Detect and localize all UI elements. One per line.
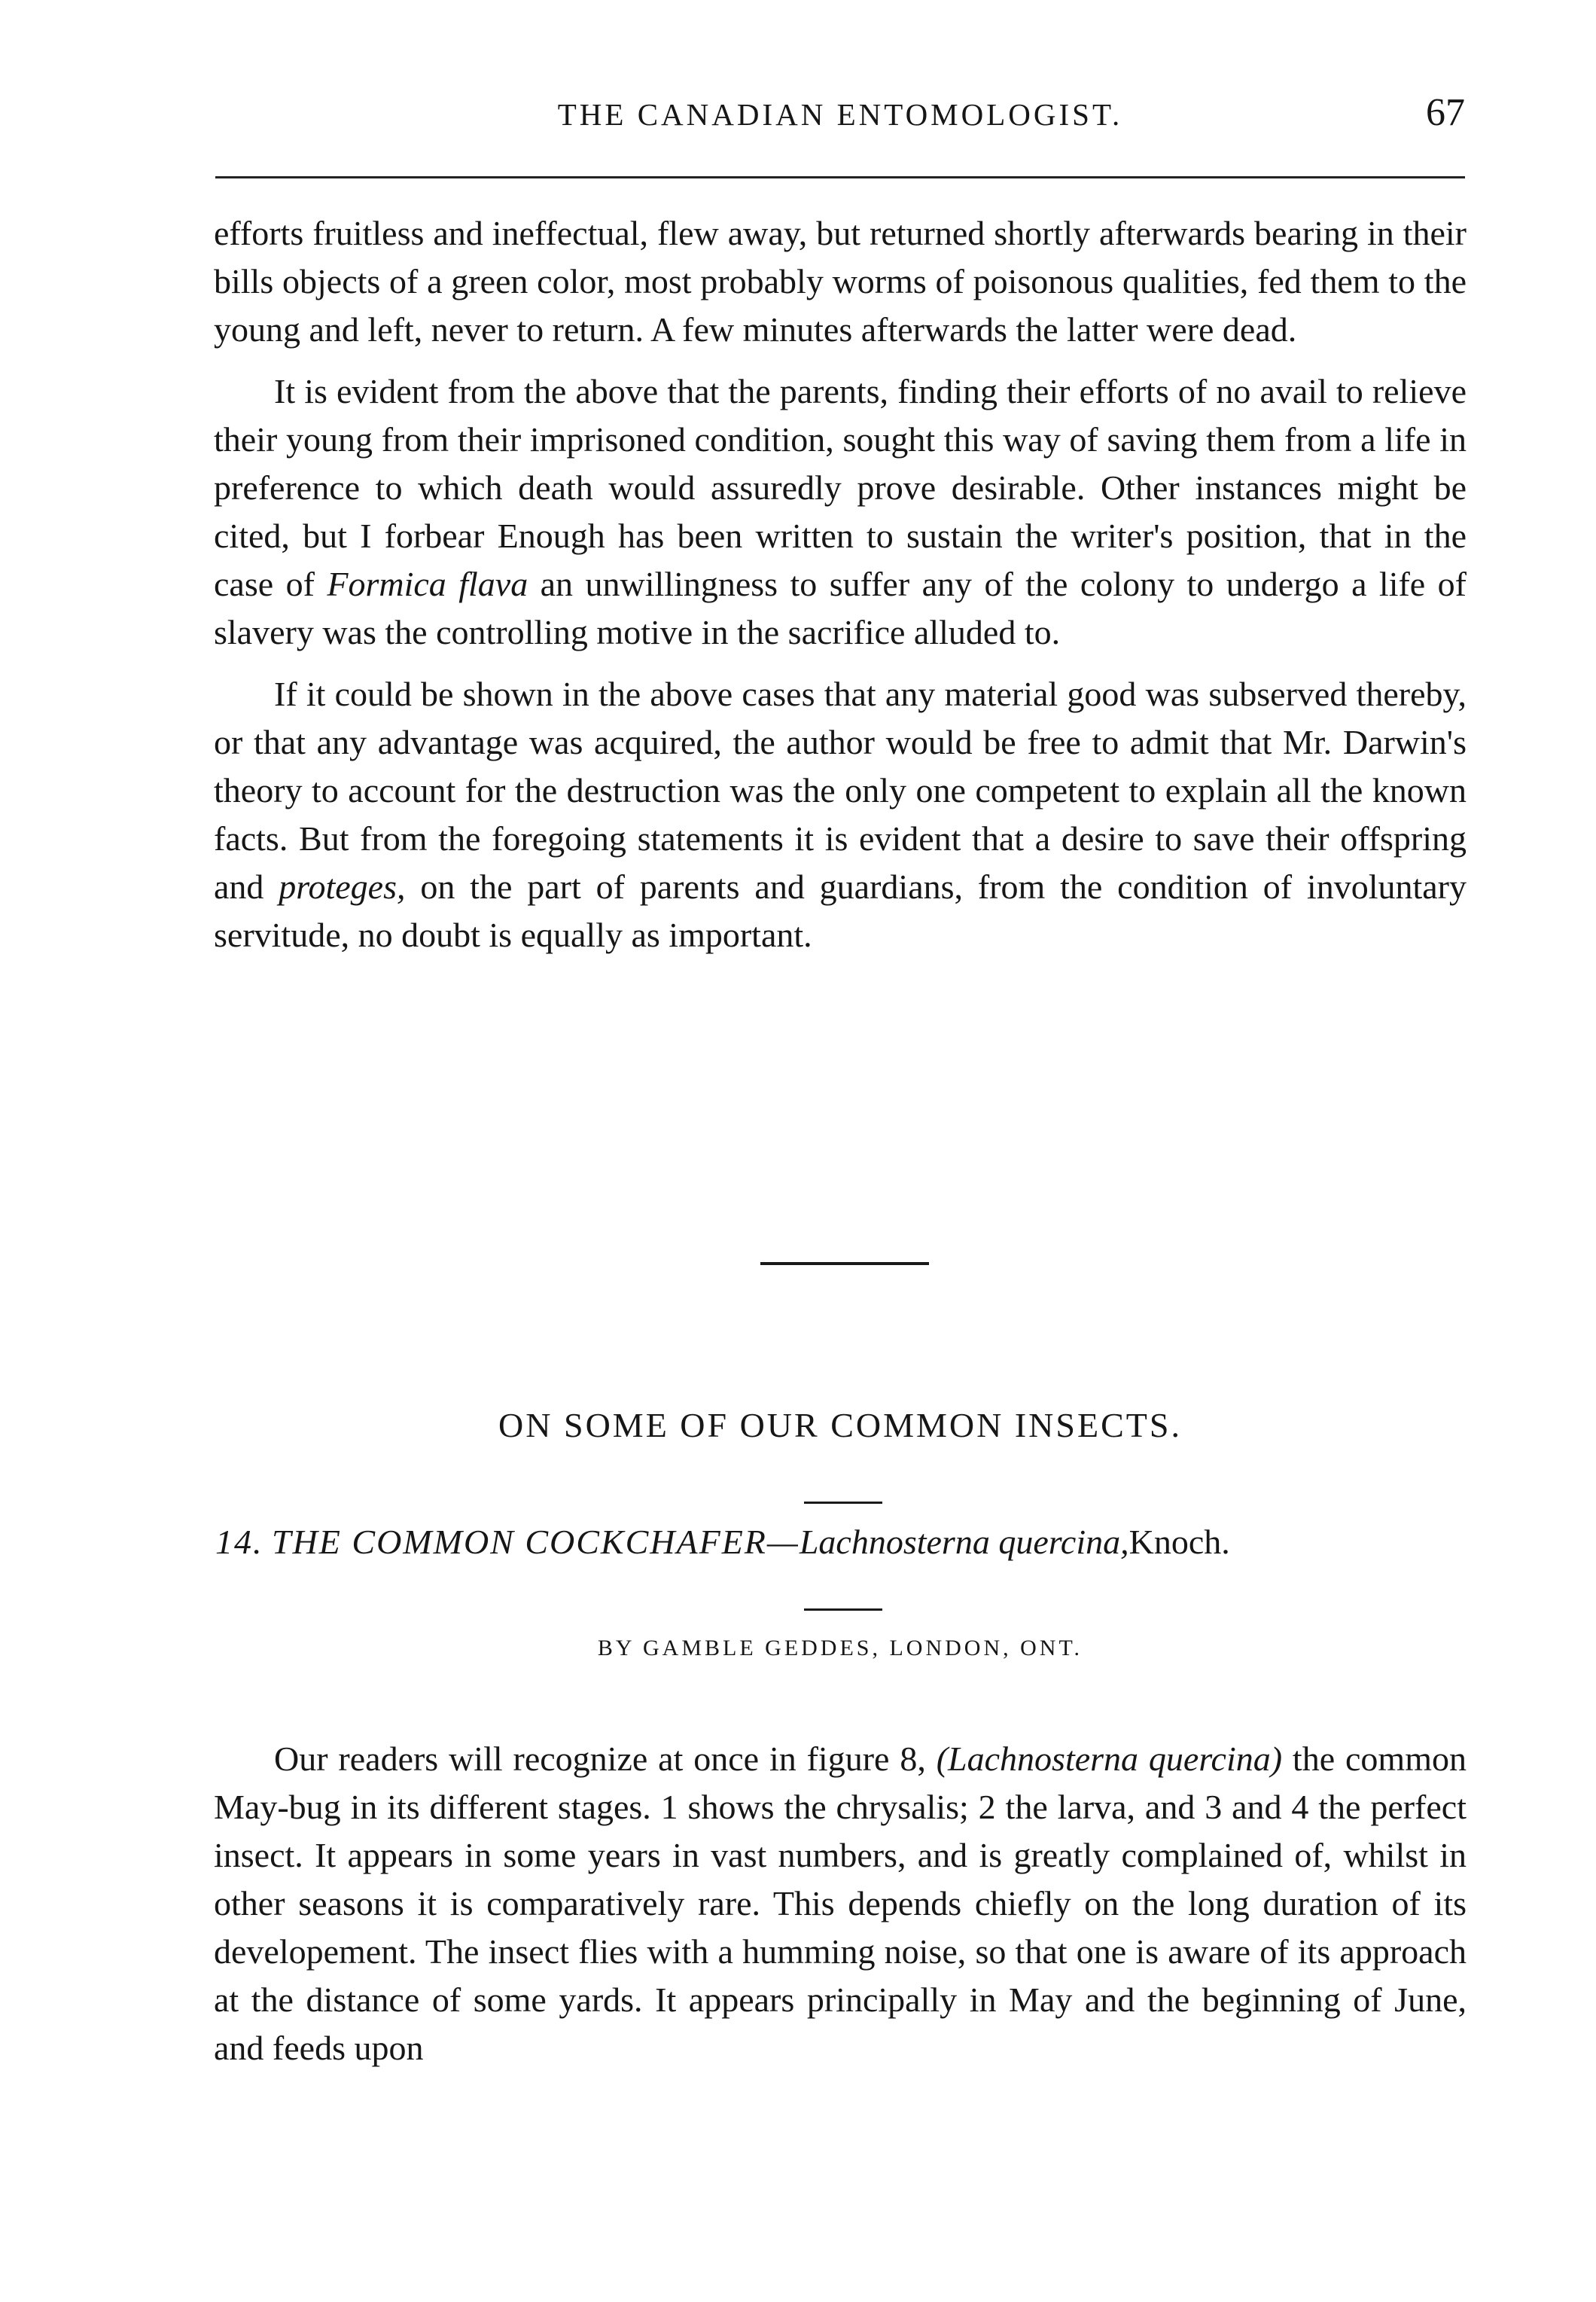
article-latin-name: Lachnosterna quercina, [799, 1523, 1129, 1561]
byline: BY GAMBLE GEDDES, LONDON, ONT. [597, 1636, 1083, 1660]
running-head [215, 89, 1465, 157]
article-author: Knoch. [1128, 1523, 1230, 1561]
paragraph-2-start: It is evident from the above that the parents, finding their efforts of no avail to relieve their young from their imprisoned condition, sought this way of saving them from a life in preference to which death would assuredly prove desirable. Other instances might be cited, but I forbear Enough has been written to sustain the writer's position, that in the case of [214, 372, 1467, 603]
page-number: 67 [1426, 91, 1465, 134]
title-short-rule [804, 1608, 882, 1611]
paragraph-4-species: (Lachnosterna quercina) [936, 1739, 1283, 1778]
paragraph-3 [214, 670, 1467, 959]
article-number: 14. [215, 1523, 263, 1561]
running-title: THE CANADIAN ENTOMOLOGIST. [557, 97, 1123, 132]
paragraph-3-italic: proteges, [279, 867, 406, 906]
previous-article-text [214, 209, 1467, 959]
section-divider-rule [760, 1262, 929, 1265]
paragraph-3-start: If it could be shown in the above cases that any material good was subserved thereby, or that any advantage was acquired, the author would be free to admit that Mr. Darwin's theory to account for the destruction was the only one competent to explain all the known facts. But from the foregoing statements it is evident that a desire to save their offspring and [214, 675, 1467, 906]
article-title [215, 1518, 1468, 1566]
paragraph-1 [214, 209, 1467, 354]
paragraph-4 [214, 1735, 1467, 2072]
paragraph-2-end: an unwillingness to suffer any of the colony to undergo a life of slavery was the controlling motive in the sacrifice alluded to. [214, 565, 1467, 651]
paragraph-2 [214, 367, 1467, 657]
paragraph-4-start: Our readers will recognize at once in figure 8, [274, 1739, 937, 1778]
paragraph-2-species: Formica flava [327, 565, 528, 603]
paragraph-1-text: efforts fruitless and ineffectual, flew away, but returned shortly afterwards bearing in their bills objects of a green color, most probably worms of poisonous qualities, fed them to the young and left, never to return. A few minutes afterwards the latter were dead. [214, 214, 1467, 349]
section-heading: ON SOME OF OUR COMMON INSECTS. [498, 1406, 1182, 1444]
heading-short-rule [804, 1502, 882, 1504]
article-body [214, 1721, 1467, 2072]
paragraph-3-end: on the part of parents and guardians, from the condition of involuntary servitude, no doubt is equally as important. [214, 867, 1467, 954]
header-rule [215, 176, 1465, 178]
article-name: THE COMMON COCKCHAFER— [272, 1523, 800, 1561]
paragraph-4-end: the common May-bug in its different stages. 1 shows the chrysalis; 2 the larva, and 3 and 4 the perfect insect. It appears in some years in vast numbers, and is greatly complained of, whilst in other seasons it is comparatively rare. This depends chiefly on the long duration of its developement. The insect flies with a humming noise, so that one is aware of its approach at the distance of some yards. It appears principally in May and the beginning of June, and feeds upon [214, 1739, 1467, 2067]
